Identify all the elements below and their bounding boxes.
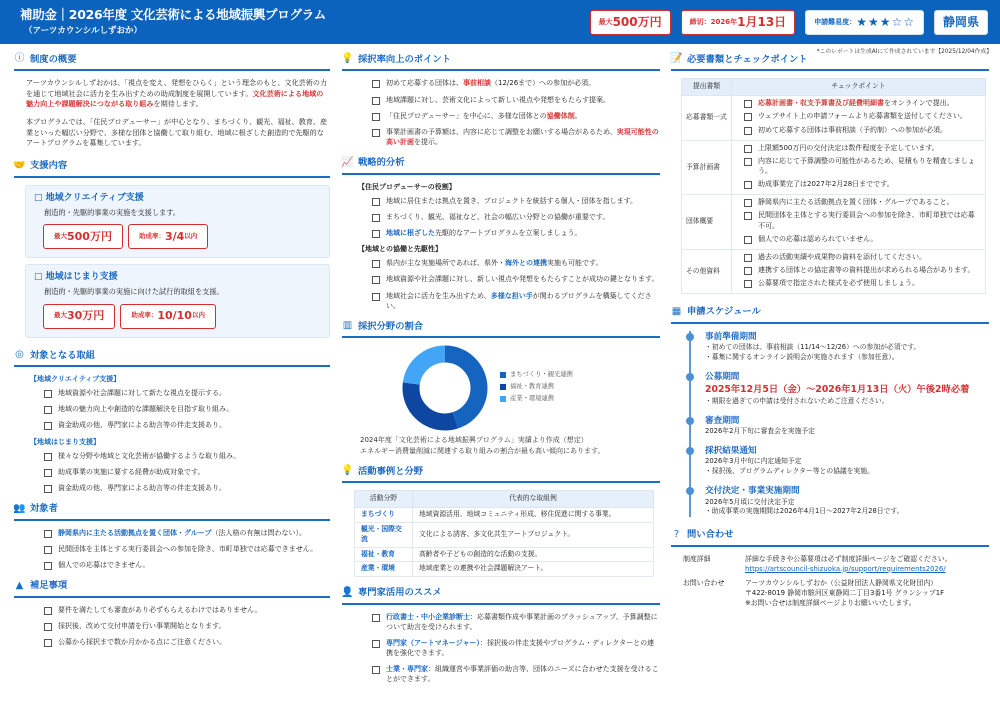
requirements-link[interactable]: https://artscouncil-shizuoka.jp/support/requirements2026/ [745,564,946,573]
table-row: 産業・環境 地域産業との連携や社会課題解決アート。 [355,562,654,577]
lightbulb-icon: 💡 [341,465,354,477]
table-row: その他資料 過去の活動実績や成果物の資料を添付してください。 連携する団体との協定書等の資料提出が求められる場合があります。 公募要項で指定された様式を必ず使用しましょう。 [682,249,986,293]
activities-section: 💡 活動事例と分野 活動分野 代表的な取組例 まちづくり 地域資源活用、地域コミュニティ形成、移住促進に関する事業。 観光・国際交流 文化による誘客、多文化共生アートプロジェクト。 福祉・教育 高齢者や子どもの創造的な活動の支援。 産業・環境 地域産業との連携や社会課題解決アート。 [342,462,660,578]
experts-section: 👤 専門家活用のススメ 行政書士・中小企業診断士：応募書類作成や事業計画のブラッシュアップ、予算調整について助言を受けられます。 専門家（アートマネージャー）：採択後の伴走支援やプログラム・ディレクターとの連携を強化できます。 士業・専門家：組織運営や事業評価の助言等、団体のニーズに合わせた支援を受けることができます。 [342,583,660,684]
max-amount-badge: 最大 500万円 [590,10,671,35]
info-icon: ⓘ [14,53,25,65]
rate-pill: 助成率： 3/4 以内 [128,224,208,249]
support-section: 🤝 支援内容 □ 地域クリエイティブ支援 創造的・先駆的事業の実施を支援します。 最大 500万円 助成率： 3/4 以内 □ 地域はじまり支援 創造的・先駆的事業の実施に向けた試行的取組を支援。 最大 30万円 助成率： 10/10 以内 [14,156,330,337]
timeline: 事前準備期間 ・初めての団体は、事前相談（11/14〜12/26）への参加が必須です。 ・募集に関するオンライン説明会が実施されます（参加任意）。 公募期間 2025年12月5日（金）〜2026年1月13日（火）午後2時必着 ・期限を過ぎての申請は受付されないためご注意ください。 審査期間 2026年2月下旬に審査会を実施予定 採択結果通知 2026年3月中旬に内定通知予定 ・採択後、プログラムディレクター等との協議を実施。 交付決定・事業実施期間 2026年5月頃に交付決定予定 ・助成事業の実施期間は2026年4月1日〜2027年2月28日です。 [689,331,989,517]
bar-chart-icon: ▥ [342,320,353,332]
table-row: 応募書類一式 応募計画書・収支予算書及び経費明細書をオンラインで提出。 ウェブサイト上の申請フォームより応募書類を送付してください。 初めて応募する団体は事前相談（予約制）への参加が必須。 [682,96,986,140]
max-amount-pill: 最大 30万円 [43,304,115,329]
person-icon: 👤 [341,586,354,598]
rate-pill: 助成率： 10/10 以内 [120,304,216,329]
overview-section: ⓘ 制度の概要 アーツカウンシルしずおかは、「視点を変え、発想をひらく」という理念のもと、文化芸術の力を通じて地域社会に活力を生み出すための助成制度を展開しています。文化芸術による地域の魅力向上や課題解決につながる取り組みを期待します。 本プログラムでは、「住民プロデューサー」が中心となり、まちづくり、観光、福祉、教育、産業といった幅広い分野で、多様な団体と協働して取り組む、地域に根ざした創造的で先駆的なアートプログラムを募集しています。 [14,50,330,148]
deadline-badge: 締切：2026年 1月13日 [681,10,796,35]
table-row: 福祉・教育 高齢者や子どもの創造的な活動の支援。 [355,547,654,562]
support-card-starter: □ 地域はじまり支援 創造的・先駆的事業の実施に向けた試行的取組を支援。 最大 30万円 助成率： 10/10 以内 [25,264,330,337]
activities-table: 活動分野 代表的な取組例 まちづくり 地域資源活用、地域コミュニティ形成、移住促進に関する事業。 観光・国際交流 文化による誘客、多文化共生アートプロジェクト。 福祉・教育 高齢者や子どもの創造的な活動の支援。 産業・環境 地域産業との連携や社会課題解決アート。 [354,490,654,577]
region-badge: 静岡県 [934,10,988,35]
difficulty-badge: 申請難易度： ★★★☆☆ [805,10,924,35]
chart-legend: まちづくり・観光連携 福祉・教育連携 産業・環境連携 [500,370,573,406]
notes-section: ▲ 補足事項 要件を満たしても審査があり必ずもらえるわけではありません。 採択後、改めて交付申請を行い事業開始となります。 公募から採択まで数か月かかる点にご注意ください。 [14,576,330,647]
handshake-icon: 🤝 [13,159,26,171]
strategy-section: 📈 戦略的分析 【住民プロデューサーの役割】 地域に居住または拠点を置き、プロジェクトを統括する個人・団体を指します。 まちづくり、観光、福祉など、社会の幅広い分野との協働が重要です。 地域に根ざした先駆的なアートプログラムを立案しましょう。 【地域との協働と先駆性】 県内が主な実施場所であれば、県外・海外との連携実施も可能です。 地域資源や社会課題に対し、新しい視点や発想をもたらすことが成功の鍵となります。 地域社会に活力を生み出すため、多様な担い手が関わるプログラムを構築してください。 [342,153,660,311]
document-edit-icon: 📝 [670,53,683,65]
contact-section: ? 問い合わせ 制度詳細 詳細な手続きや公募要項は必ず制度詳細ページをご確認ください。 https://artscouncil-shizuoka.jp/support/requirements2026/ お問い合わせ アーツカウンシルしずおか（公益財団法人静岡県文化財団内） 〒422-8019 静岡市駿河区東静岡二丁目3番1号 グランシップ1F ※お問い合せは制度詳細ページよりお願いいたします。 [671,525,989,607]
points-section: 💡 採択率向上のポイント 初めて応募する団体は、事前相談（12/26まで）への参加が必須。 地域課題に対し、芸術文化によって新しい視点や発想をもたらす提案。 「住民プロデューサー」を中心に、多様な団体との協働体制。 事業計画書の予算額は、内容に応じて調整をお願いする場合があるため、実現可能性の高い計画を提示。 [342,50,660,147]
share-section: ▥ 採択分野の割合 まちづくり・観光連携 福祉・教育連携 産業・環境連携 2024年度「文化芸術による地域振興プログラム」実績より作成（想定） エネルギー消費量削減に関連する取り組みの割合が最も高い傾向にあります。 [342,317,660,456]
max-amount-pill: 最大 500万円 [43,224,123,249]
eligible-section: 👥 対象者 静岡県内に主たる活動拠点を置く団体・グループ（法人格の有無は問わない）。 民間団体を主体とする実行委員会への参加を除き、市町単独では応募できません。 個人での応募はできません。 [14,499,330,570]
support-card-creative: □ 地域クリエイティブ支援 創造的・先駆的事業の実施を支援します。 最大 500万円 助成率： 3/4 以内 [25,185,330,258]
page-subtitle: （アーツカウンシルしずおか） [24,26,142,36]
schedule-section: ▦ 申請スケジュール 事前準備期間 ・初めての団体は、事前相談（11/14〜12/26）への参加が必須です。 ・募集に関するオンライン説明会が実施されます（参加任意）。 公募期間 2025年12月5日（金）〜2026年1月13日（火）午後2時必着 ・期限を過ぎての申請は受付されないためご注意ください。 審査期間 2026年2月下旬に審査会を実施予定 採択結果通知 2026年3月中旬に内定通知予定 ・採択後、プログラムディレクター等との協議を実施。 交付決定・事業実施期間 2026年5月頃に交付決定予定 ・助成事業の実施期間は2026年4月1日〜2027年2月28日です。 [671,302,989,517]
docs-table: 提出書類 チェックポイント 応募書類一式 応募計画書・収支予算書及び経費明細書をオンラインで提出。 ウェブサイト上の申請フォームより応募書類を送付してください。 初めて応募する団体は事前相談（予約制）への参加が必須。 予算計画書 上限額500万円の交付決定は数件程度を予定しています。 内容に応じて予算調整の可能性があるため、見積もりを精査しましょう。 助成事業完了は2027年2月28日までです。 団体概要 静岡県内に主たる活動拠点を置く団体・グループであること。 民間団体を主体とする実行委員会への参加を除き、市町単独では応募不可。 個人での応募は認められていません。 その他資料 過去の活動実績や成果物の資料を添付してください。 連携する団体との協定書等の資料提出が求められる場合があります。 公募要項で指定された様式を必ず使用しましょう。 [681,78,986,294]
table-row: 団体概要 静岡県内に主たる活動拠点を置く団体・グループであること。 民間団体を主体とする実行委員会への参加を除き、市町単独では応募不可。 個人での応募は認められていません。 [682,195,986,250]
question-icon: ? [673,528,680,540]
docs-section: 📝 必要書類とチェックポイント 提出書類 チェックポイント 応募書類一式 応募計画書・収支予算書及び経費明細書をオンラインで提出。 ウェブサイト上の申請フォームより応募書類を送付してください。 初めて応募する団体は事前相談（予約制）への参加が必須。 予算計画書 上限額500万円の交付決定は数件程度を予定しています。 内容に応じて予算調整の可能性があるため、見積もりを精査しましょう。 助成事業完了は2027年2月28日までです。 団体概要 静岡県内に主たる活動拠点を置く団体・グループであること。 民間団体を主体とする実行委員会への参加を除き、市町単独では応募不可。 個人での応募は認められていません。 その他資料 過去の活動実績や成果物の資料を添付してください。 連携する団体との協定書等の資料提出が求められる場合があります。 公募要項で指定された様式を必ず使用しましょう。 [671,50,989,294]
targets-section: ◎ 対象となる取組 【地域クリエイティブ支援】 地域資源や社会課題に対して新たな視点を提示する。 地域の魅力向上や創造的な課題解決を目指す取り組み。 資金助成の他、専門家による助言等の伴走支援あり。 【地域はじまり支援】 様々な分野や地域と文化芸術が協働するような取り組み。 助成事業の実施に要する経費が助成対象です。 資金助成の他、専門家による助言等の伴走支援あり。 [14,346,330,494]
page-title: 補助金｜2026年度 文化芸術による地域振興プログラム [20,7,326,22]
table-row: まちづくり 地域資源活用、地域コミュニティ形成、移住促進に関する事業。 [355,507,654,522]
calendar-icon: ▦ [671,305,682,317]
line-chart-icon: 📈 [341,156,354,168]
lightbulb-icon: 💡 [341,53,354,65]
star-rating-icon: ★★★☆☆ [856,14,915,29]
table-row: 観光・国際交流 文化による誘客、多文化共生アートプロジェクト。 [355,522,654,547]
donut-chart [402,345,488,431]
ai-generated-note: *このレポートは生成AIにて作成されています【2025/12/04作成】 [816,49,992,55]
target-icon: ◎ [15,349,24,361]
header-banner [0,0,1000,44]
users-icon: 👥 [13,502,26,514]
warning-icon: ▲ [15,579,24,591]
table-row: 予算計画書 上限額500万円の交付決定は数件程度を予定しています。 内容に応じて予算調整の可能性があるため、見積もりを精査しましょう。 助成事業完了は2027年2月28日までです。 [682,140,986,195]
